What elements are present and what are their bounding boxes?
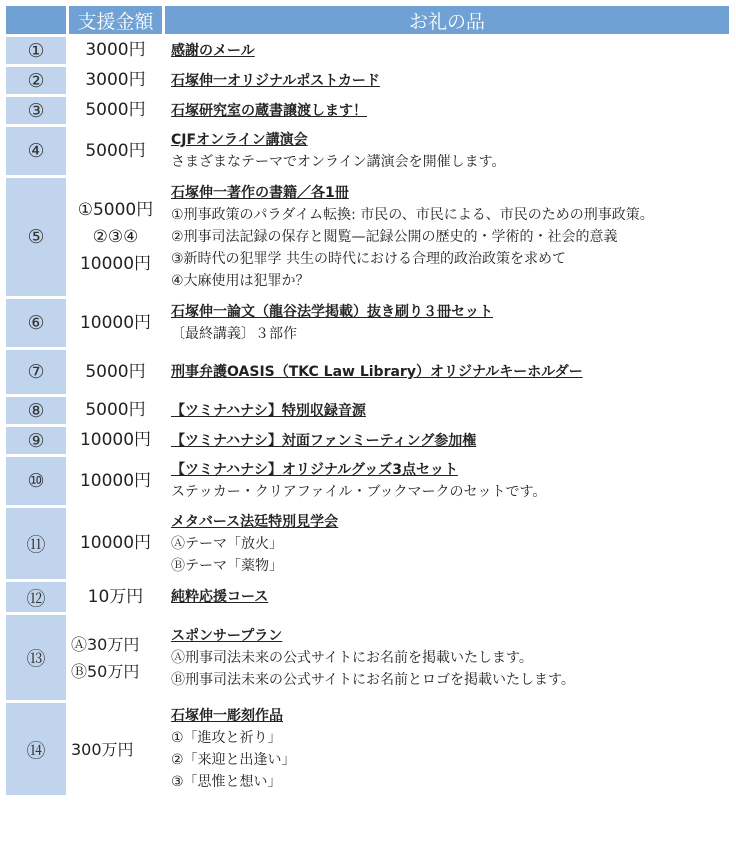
header-amount: 支援金額 <box>69 6 162 34</box>
reward-title: 刑事弁護OASIS（TKC Law Library）オリジナルキーホルダー <box>171 364 583 380</box>
amount-line: 10000円 <box>79 533 152 553</box>
reward-title: 石塚伸一彫刻作品 <box>171 708 283 724</box>
amount-line: 10000円 <box>79 312 152 333</box>
reward-detail-line: ①刑事政策のパラダイム転換: 市民の、市民による、市民のための刑事政策。 <box>171 207 654 223</box>
table-row <box>6 127 729 175</box>
row-number: ⑨ <box>6 427 66 454</box>
amount-line: 10万円 <box>87 586 144 607</box>
reward-description <box>165 457 729 505</box>
table-row <box>6 508 729 579</box>
row-number: ⑧ <box>6 397 66 424</box>
row-number: ⑭ <box>6 703 66 795</box>
table-row <box>6 97 729 124</box>
amount-line: 10000円 <box>79 430 152 450</box>
amount-line: 3000円 <box>85 40 146 60</box>
table-row <box>6 457 729 505</box>
amount-line: 300万円 <box>71 739 134 759</box>
row-number: ④ <box>6 127 66 175</box>
reward-description <box>165 508 729 579</box>
reward-title: 感謝のメール <box>171 42 255 59</box>
table-row <box>6 427 729 454</box>
reward-title: 石塚研究室の蔵書譲渡します！ <box>171 102 367 119</box>
amount-line: 10000円 <box>79 253 152 274</box>
header-reward: お礼の品 <box>165 6 729 34</box>
support-amount <box>69 178 162 296</box>
support-amount <box>69 508 162 579</box>
reward-description <box>165 97 729 124</box>
reward-description <box>165 703 729 795</box>
support-amount <box>69 67 162 94</box>
amount-line: 10000円 <box>79 470 152 491</box>
table-row <box>6 703 729 795</box>
reward-description <box>165 37 729 64</box>
reward-title: メタバース法廷特別見学会 <box>171 513 339 530</box>
reward-description <box>165 615 729 700</box>
table-row <box>6 582 729 612</box>
reward-detail-line: Ⓐ刑事司法未来の公式サイトにお名前を掲載いたします。 <box>171 649 533 666</box>
table-row <box>6 37 729 64</box>
reward-table <box>3 3 732 798</box>
reward-title: スポンサープラン <box>171 627 283 644</box>
reward-detail-line: Ⓑ刑事司法未来の公式サイトにお名前とロゴを掲載いたします。 <box>171 671 575 688</box>
row-number: ⑬ <box>6 615 66 700</box>
reward-title: CJFオンライン講演会 <box>171 132 308 148</box>
reward-detail-line: ②刑事司法記録の保存と閲覧—記録公開の歴史的・学術的・社会的意義 <box>171 229 618 245</box>
reward-detail-line: ③「思惟と想い」 <box>171 774 282 790</box>
support-amount <box>69 703 162 795</box>
reward-detail-line: ステッカー・クリアファイル・ブックマークのセットです。 <box>171 484 547 500</box>
reward-description <box>165 427 729 454</box>
reward-detail-line: ③新時代の犯罪学 共生の時代における合理的政治政策を求めて <box>171 251 566 267</box>
support-amount <box>69 127 162 175</box>
reward-detail-line: ④大麻使用は犯罪か？ <box>171 273 310 289</box>
reward-description <box>165 397 729 424</box>
reward-detail-line: Ⓑテーマ「薬物」 <box>171 557 283 574</box>
support-amount <box>69 427 162 454</box>
row-number: ② <box>6 67 66 94</box>
amount-line: 3000円 <box>85 70 146 90</box>
reward-description <box>165 350 729 394</box>
amount-line: ②③④ <box>92 226 139 247</box>
row-number: ⑥ <box>6 299 66 347</box>
reward-title: 【ツミナハナシ】オリジナルグッズ3点セット <box>171 462 458 478</box>
table-row <box>6 615 729 700</box>
table-row <box>6 350 729 394</box>
table-header-row <box>6 6 729 34</box>
reward-description <box>165 67 729 94</box>
reward-description <box>165 299 729 347</box>
support-amount <box>69 397 162 424</box>
reward-title: 【ツミナハナシ】特別収録音源 <box>171 402 366 419</box>
table-row <box>6 178 729 296</box>
reward-title: 純粋応援コース <box>171 589 269 605</box>
reward-title: 石塚伸一論文（龍谷法学掲載）抜き刷り３冊セット <box>171 304 493 320</box>
amount-line: 5000円 <box>85 100 146 120</box>
row-number: ⑩ <box>6 457 66 505</box>
reward-title: 石塚伸一著作の書籍／各1冊 <box>171 185 349 201</box>
reward-detail-line: さまざまなテーマでオンライン講演会を開催します。 <box>171 154 506 170</box>
support-amount <box>69 97 162 124</box>
amount-line: ①5000円 <box>77 199 154 220</box>
support-amount <box>69 37 162 64</box>
reward-detail-line: Ⓐテーマ「放火」 <box>171 535 283 552</box>
amount-line: 5000円 <box>85 361 146 382</box>
row-number: ⑦ <box>6 350 66 394</box>
amount-line: Ⓐ30万円 <box>71 634 140 654</box>
row-number: ③ <box>6 97 66 124</box>
amount-line: Ⓑ50万円 <box>71 661 140 681</box>
reward-description <box>165 127 729 175</box>
reward-title: 【ツミナハナシ】対面ファンミーティング参加権 <box>171 432 477 449</box>
support-amount <box>69 299 162 347</box>
row-number: ⑤ <box>6 178 66 296</box>
support-amount <box>69 615 162 700</box>
header-num <box>6 6 66 34</box>
reward-detail-line: ②「来迎と出逢い」 <box>171 752 296 768</box>
reward-title: 石塚伸一オリジナルポストカード <box>171 72 380 89</box>
table-row <box>6 67 729 94</box>
support-amount <box>69 582 162 612</box>
row-number: ⑪ <box>6 508 66 579</box>
support-amount <box>69 350 162 394</box>
support-amount <box>69 457 162 505</box>
row-number: ① <box>6 37 66 64</box>
reward-description <box>165 178 729 296</box>
reward-detail-line: ①「進攻と祈り」 <box>171 730 282 746</box>
table-row <box>6 397 729 424</box>
row-number: ⑫ <box>6 582 66 612</box>
reward-detail-line: 〔最終講義〕３部作 <box>171 326 297 342</box>
reward-description <box>165 582 729 612</box>
table-row <box>6 299 729 347</box>
amount-line: 5000円 <box>85 400 146 420</box>
amount-line: 5000円 <box>85 140 146 161</box>
